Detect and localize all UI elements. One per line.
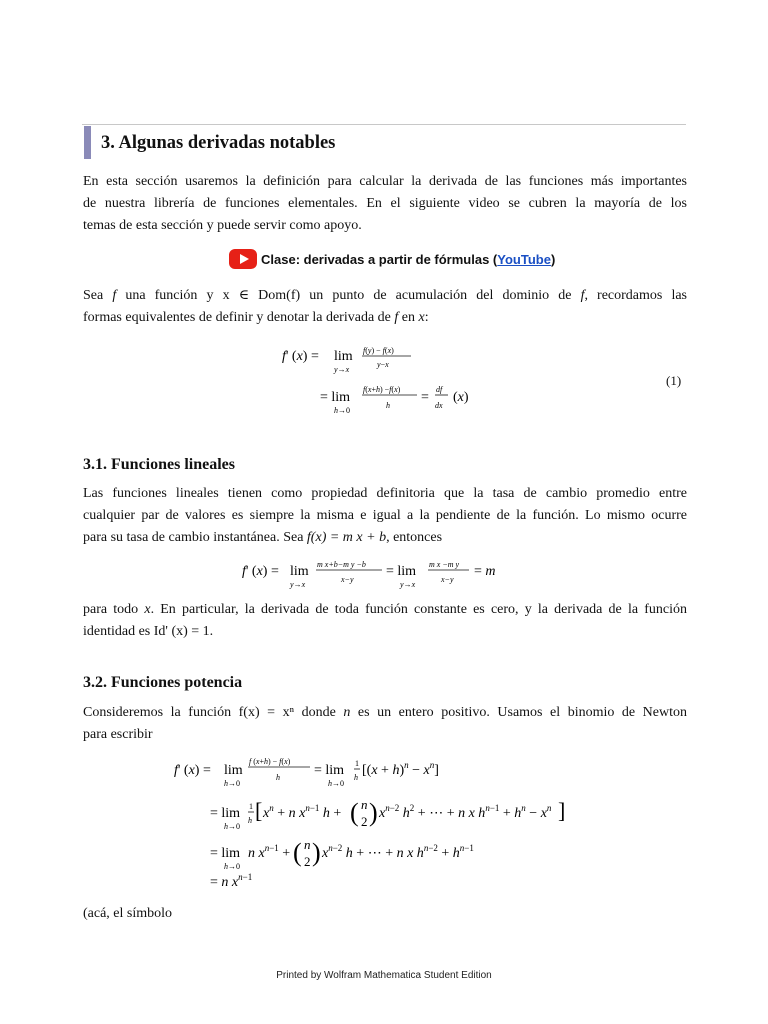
- svg-text:=: =: [421, 390, 429, 405]
- svg-text:h→0: h→0: [328, 779, 344, 788]
- svg-text:): ): [369, 798, 378, 827]
- linear-conclusion-line-2: identidad es Id' (x) = 1.: [83, 624, 214, 639]
- svg-text:n: n: [304, 837, 311, 852]
- svg-text:= lim: = lim: [210, 806, 241, 821]
- tail-line: (acá, el símbolo: [83, 906, 173, 921]
- video-label-close: ): [550, 251, 556, 267]
- linear-conclusion-paragraph: [83, 599, 687, 643]
- svg-text:): ): [312, 838, 321, 867]
- tail-paragraph: [83, 903, 687, 925]
- subsection-title-linear: 3.1. Funciones lineales: [83, 456, 236, 473]
- svg-text:h: h: [248, 816, 252, 825]
- linear-line-3: para su tasa de cambio instantánea. Sea f(x) = m x + b, entonces: [83, 530, 443, 545]
- svg-text:x−y: x−y: [441, 575, 454, 584]
- video-label: Clase: derivadas a partir de fórmulas (: [261, 251, 498, 267]
- svg-text:n xn−1 +: n $x^n-1$ +: [248, 843, 291, 861]
- subsection-title-power: 3.2. Funciones potencia: [83, 674, 243, 691]
- equation-power-derivation: [172, 750, 592, 898]
- svg-text:y→x: y→x: [400, 580, 416, 589]
- svg-text:]: ]: [558, 798, 566, 823]
- youtube-play-icon[interactable]: [229, 249, 257, 269]
- equation-derivative-definition: [280, 342, 500, 420]
- svg-text:(: (: [293, 838, 302, 867]
- linear-line-2: cualquier par de valores es siempre la misma e igual a la pendiente de la función. Lo mismo ocurre: [83, 508, 687, 523]
- svg-text:m x+b−m y −b: m x+b−m y −b: [317, 560, 366, 569]
- svg-text:2: 2: [304, 854, 311, 869]
- video-link-row[interactable]: [229, 246, 555, 272]
- svg-text:xn−2 h + ⋯ + n x hn−2 + hn−1: $x^n-2$ h + ⋯ + n x $h^n-2 + h^n-1$: [322, 843, 474, 861]
- svg-text:f(x+h) −f(x): f(x+h) −f(x): [363, 385, 401, 394]
- svg-text:[(x + h)n − xn]: $[(x + h)^n - x^n]$: [362, 760, 439, 778]
- svg-text:1: 1: [355, 759, 359, 768]
- svg-text:y→x: y→x: [334, 365, 350, 374]
- svg-text:1: 1: [249, 802, 253, 811]
- svg-text:= lim: = lim: [210, 846, 241, 861]
- svg-text:= lim: = lim: [320, 390, 351, 405]
- linear-conclusion-line-1: para todo x. En particular, la derivada de toda función constante es cero, y la derivada de la función: [83, 602, 688, 617]
- svg-text:2: 2: [361, 814, 368, 829]
- svg-text:(x): (x): [453, 390, 469, 405]
- linear-paragraph: [83, 483, 687, 549]
- definition-line-2: formas equivalentes de definir y denotar la derivada de f en x:: [83, 310, 429, 325]
- svg-text:y→x: y→x: [290, 580, 306, 589]
- section-top-rule: [82, 124, 686, 125]
- section-accent-bar: [84, 126, 91, 159]
- intro-line-1: En esta sección usaremos la definición para calcular la derivada de las funciones más importantes: [83, 174, 687, 189]
- intro-line-2: de nuestra librería de funciones elementales. En el siguiente video se cubren la mayoría de los: [83, 196, 687, 211]
- svg-text:= lim: = lim: [314, 763, 345, 778]
- svg-text:x−y: x−y: [341, 575, 354, 584]
- power-paragraph: [83, 702, 687, 746]
- equation-linear-derivative: [240, 555, 510, 591]
- equation-number: (1): [666, 373, 682, 388]
- svg-text:f' (x) =: f' (x) =: [282, 349, 319, 364]
- svg-text:f' (x) =: f' (x) =: [242, 564, 279, 579]
- svg-text:dx: dx: [435, 401, 443, 410]
- svg-text:m x −m y: m x −m y: [429, 560, 460, 569]
- svg-text:= n xn−1: = n $x^n-1$: [210, 872, 253, 890]
- definition-line-1: Sea f una función y x ∈ Dom(f) un punto de acumulación del dominio de f, recordamos las: [83, 288, 688, 303]
- intro-line-3: temas de esta sección y puede servir como apoyo.: [83, 218, 362, 233]
- svg-text:f' (x) =: f' (x) =: [174, 763, 211, 778]
- svg-text:h→0: h→0: [334, 406, 350, 415]
- svg-text:h: h: [386, 401, 390, 410]
- svg-text:f (x+h) − f(x): f (x+h) − f(x): [249, 757, 291, 766]
- svg-text:f(y) − f(x): f(y) − f(x): [363, 346, 394, 355]
- power-line-1: Consideremos la función f(x) = xⁿ donde n es un entero positivo. Usamos el binomio de Newton: [83, 705, 688, 720]
- section-title: 3. Algunas derivadas notables: [101, 133, 336, 153]
- svg-text:h→0: h→0: [224, 862, 240, 871]
- svg-text:h→0: h→0: [224, 822, 240, 831]
- svg-text:= lim: = lim: [386, 564, 417, 579]
- svg-text:= m: = m: [474, 564, 496, 579]
- power-line-2: para escribir: [83, 727, 153, 742]
- svg-text:h: h: [276, 773, 280, 782]
- definition-paragraph: [83, 285, 687, 329]
- intro-paragraph: [83, 171, 687, 237]
- svg-text:xn + n xn−1 h +: $x^n + n$ $x^n-1$ h +: [263, 803, 342, 821]
- svg-text:h→0: h→0: [224, 779, 240, 788]
- svg-text:lim: lim: [334, 349, 353, 364]
- svg-text:n: n: [361, 797, 368, 812]
- svg-text:[: [: [255, 798, 263, 823]
- svg-text:(: (: [350, 798, 359, 827]
- svg-text:lim: lim: [290, 564, 309, 579]
- youtube-link[interactable]: YouTube: [497, 251, 551, 267]
- svg-text:h: h: [354, 773, 358, 782]
- svg-text:lim: lim: [224, 763, 243, 778]
- svg-text:y−x: y−x: [377, 360, 389, 369]
- print-footer: Printed by Wolfram Mathematica Student Edition: [276, 970, 492, 981]
- svg-text:df: df: [436, 385, 443, 394]
- svg-text:xn−2 h2 + ⋯ + n x hn−1 + hn −: $x^n-2$ $h^2$ + ⋯ + n x $h^n-1 + h^n - x^n$: [379, 803, 552, 821]
- linear-line-1: Las funciones lineales tienen como propiedad definitoria que la tasa de cambio promedio entre: [83, 486, 687, 501]
